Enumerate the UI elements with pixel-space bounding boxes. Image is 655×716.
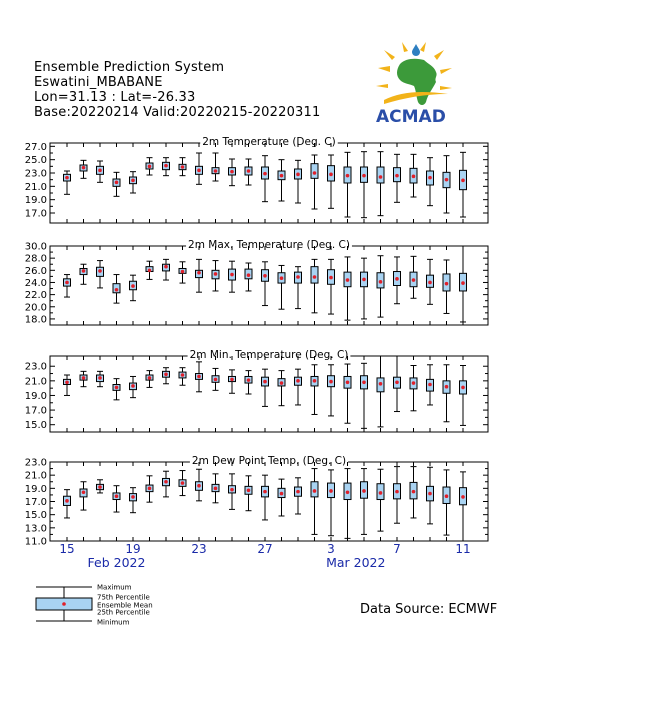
- mean-marker: [412, 490, 416, 494]
- mean-marker: [230, 273, 234, 277]
- mean-marker: [65, 176, 69, 180]
- box-3: [97, 261, 104, 288]
- box-13: [262, 475, 269, 520]
- mean-marker: [247, 378, 251, 382]
- mean-marker: [82, 166, 86, 170]
- mean-marker: [412, 381, 416, 385]
- box-4: [113, 275, 120, 304]
- y-tick-label: 21.0: [24, 470, 47, 482]
- box-17: [328, 155, 335, 208]
- mean-marker: [313, 379, 317, 383]
- x-tick-label: 23: [191, 542, 207, 556]
- mean-marker: [379, 491, 383, 495]
- box-22: [410, 154, 417, 197]
- y-tick-label: 15.0: [24, 420, 47, 432]
- y-tick-label: 19.0: [24, 483, 47, 495]
- box-16: [311, 155, 318, 209]
- mean-marker: [98, 376, 102, 380]
- legend-label-p25: 25th Percentile: [97, 608, 150, 617]
- y-tick-label: 26.0: [24, 265, 47, 277]
- box-10: [212, 261, 219, 291]
- mean-marker: [197, 271, 201, 275]
- box-10: [212, 368, 219, 390]
- mean-marker: [313, 171, 317, 175]
- mean-marker: [247, 489, 251, 493]
- box-1: [64, 171, 71, 194]
- box-14: [278, 479, 285, 516]
- x-axis-labels: [59, 542, 470, 570]
- mean-marker: [131, 284, 135, 288]
- mean-marker: [164, 372, 168, 376]
- mean-marker: [214, 378, 218, 382]
- box-23: [427, 158, 434, 206]
- mean-marker: [164, 265, 168, 269]
- header-station: Eswatini_MBABANE: [34, 75, 163, 90]
- box-25: [460, 246, 467, 322]
- mean-marker: [329, 380, 333, 384]
- x-tick-label: 7: [393, 542, 401, 556]
- mean-marker: [197, 484, 201, 488]
- box-13: [262, 262, 269, 306]
- mean-marker: [445, 494, 449, 498]
- mean-marker: [98, 269, 102, 273]
- box-15: [295, 160, 302, 203]
- mean-marker: [395, 277, 399, 281]
- mean-marker: [148, 487, 152, 491]
- box-23: [427, 365, 434, 405]
- mean-marker: [395, 381, 399, 385]
- header-dates: Base:20220214 Valid:20220215-20220311: [34, 105, 321, 120]
- mean-marker: [428, 492, 432, 496]
- box-3: [97, 161, 104, 182]
- mean-marker: [362, 489, 366, 493]
- mean-marker: [329, 276, 333, 280]
- box-5: [130, 488, 137, 513]
- y-tick-label: 17.0: [24, 208, 47, 220]
- y-tick-label: 18.0: [24, 314, 47, 326]
- y-tick-label: 13.0: [24, 523, 47, 535]
- mean-marker: [197, 169, 201, 173]
- box-25: [460, 366, 467, 426]
- box-23: [427, 467, 434, 524]
- box-15: [295, 369, 302, 405]
- mean-marker: [379, 382, 383, 386]
- y-tick-label: 27.0: [24, 141, 47, 153]
- mean-marker: [115, 494, 119, 498]
- box-9: [196, 259, 203, 292]
- mean-marker: [82, 269, 86, 273]
- mean-marker: [65, 499, 69, 503]
- mean-marker: [263, 380, 267, 384]
- box-12: [245, 476, 252, 511]
- chart-title: 2m Temperature (Deg. C): [202, 136, 336, 148]
- chart-title: 2m Dew Point Temp. (Deg. C): [191, 455, 347, 467]
- y-tick-label: 30.0: [24, 241, 47, 253]
- box-5: [130, 275, 137, 301]
- box-7: [163, 158, 170, 176]
- mean-marker: [313, 275, 317, 279]
- box-1: [64, 275, 71, 297]
- chart-panel-4: [25, 455, 488, 548]
- mean-marker: [148, 269, 152, 273]
- box-24: [443, 260, 450, 313]
- plot-frame: [50, 356, 488, 432]
- box-22: [410, 467, 417, 518]
- box-14: [278, 160, 285, 201]
- y-tick-label: 19.0: [24, 195, 47, 207]
- mean-marker: [379, 175, 383, 179]
- box-13: [262, 156, 269, 202]
- box-4: [113, 172, 120, 196]
- box-21: [394, 356, 401, 412]
- logo-text: ACMAD: [376, 107, 446, 126]
- month-label: Feb 2022: [87, 555, 146, 570]
- box-8: [179, 158, 186, 176]
- box-17: [328, 259, 335, 314]
- box-9: [196, 362, 203, 392]
- box-24: [443, 156, 450, 213]
- box-5: [130, 376, 137, 397]
- box-10: [212, 153, 219, 181]
- chart-panel-1: [25, 136, 488, 223]
- legend-label-mean: Ensemble Mean: [97, 601, 153, 610]
- mean-marker: [82, 490, 86, 494]
- y-tick-label: 21.0: [24, 376, 47, 388]
- box-1: [64, 375, 71, 395]
- box-19: [361, 363, 368, 428]
- legend-label-max: Maximum: [97, 583, 132, 592]
- box-12: [245, 263, 252, 291]
- box-7: [163, 368, 170, 384]
- mean-marker: [263, 274, 267, 278]
- box-19: [361, 469, 368, 535]
- mean-marker: [181, 270, 185, 274]
- box-12: [245, 371, 252, 394]
- mean-marker: [181, 481, 185, 485]
- mean-marker: [214, 487, 218, 491]
- iqr-box: [377, 167, 384, 183]
- mean-marker: [379, 280, 383, 284]
- box-16: [311, 259, 318, 312]
- box-13: [262, 369, 269, 406]
- box-6: [146, 158, 153, 175]
- box-7: [163, 259, 170, 280]
- mean-marker: [280, 174, 284, 178]
- mean-marker: [247, 273, 251, 277]
- box-8: [179, 368, 186, 386]
- mean-marker: [296, 379, 300, 383]
- mean-marker: [461, 386, 465, 390]
- data-source: Data Source: ECMWF: [360, 602, 498, 617]
- box-4: [113, 486, 120, 512]
- mean-marker: [329, 173, 333, 177]
- box-21: [394, 467, 401, 524]
- mean-marker: [131, 179, 135, 183]
- y-tick-label: 23.0: [24, 457, 47, 469]
- mean-marker: [346, 381, 350, 385]
- box-2: [80, 160, 87, 178]
- mean-marker: [280, 381, 284, 385]
- iqr-box: [311, 267, 318, 283]
- y-tick-label: 15.0: [24, 510, 47, 522]
- box-21: [394, 154, 401, 202]
- mean-marker: [115, 288, 119, 292]
- y-tick-label: 19.0: [24, 390, 47, 402]
- mean-marker: [412, 175, 416, 179]
- mean-marker: [346, 490, 350, 494]
- mean-marker: [98, 169, 102, 173]
- box-12: [245, 159, 252, 185]
- box-18: [344, 152, 351, 217]
- box-11: [229, 474, 236, 510]
- mean-marker: [148, 376, 152, 380]
- mean-marker: [65, 381, 69, 385]
- box-10: [212, 474, 219, 503]
- y-tick-label: 17.0: [24, 497, 47, 508]
- box-9: [196, 153, 203, 184]
- box-6: [146, 476, 153, 502]
- box-24: [443, 470, 450, 535]
- box-6: [146, 371, 153, 388]
- box-3: [97, 480, 104, 493]
- box-17: [328, 470, 335, 536]
- legend-mean-marker: [62, 602, 66, 606]
- x-tick-label: 15: [59, 542, 75, 556]
- box-19: [361, 152, 368, 218]
- mean-marker: [230, 378, 234, 382]
- box-9: [196, 469, 203, 501]
- x-tick-label: 11: [455, 542, 471, 556]
- mean-marker: [65, 281, 69, 285]
- mean-marker: [181, 373, 185, 377]
- mean-marker: [230, 170, 234, 174]
- mean-marker: [461, 495, 465, 499]
- box-17: [328, 365, 335, 416]
- y-tick-label: 21.0: [24, 181, 47, 193]
- mean-marker: [115, 386, 119, 390]
- y-tick-label: 23.0: [24, 168, 47, 180]
- box-16: [311, 469, 318, 535]
- box-16: [311, 365, 318, 415]
- box-25: [460, 152, 467, 217]
- box-15: [295, 478, 302, 514]
- x-tick-label: 19: [125, 542, 141, 556]
- y-tick-label: 17.0: [24, 405, 47, 417]
- mean-marker: [362, 278, 366, 282]
- mean-marker: [280, 276, 284, 280]
- chart-title: 2m Max. Temperature (Deg. C): [188, 239, 350, 251]
- box-18: [344, 257, 351, 320]
- mean-marker: [280, 492, 284, 496]
- mean-marker: [197, 375, 201, 379]
- plot-frame: [50, 462, 488, 541]
- mean-marker: [445, 178, 449, 182]
- mean-marker: [247, 169, 251, 173]
- box-25: [460, 472, 467, 541]
- box-2: [80, 482, 87, 510]
- box-20: [377, 356, 384, 427]
- mean-marker: [131, 384, 135, 388]
- mean-marker: [329, 489, 333, 493]
- mean-marker: [428, 383, 432, 387]
- box-6: [146, 261, 153, 279]
- box-2: [80, 264, 87, 284]
- box-18: [344, 364, 351, 423]
- mean-marker: [445, 385, 449, 389]
- month-label: Mar 2022: [326, 555, 386, 570]
- box-20: [377, 256, 384, 317]
- box-22: [410, 256, 417, 298]
- y-tick-label: 20.0: [24, 302, 47, 314]
- box-15: [295, 267, 302, 309]
- box-1: [64, 490, 71, 518]
- mean-marker: [412, 278, 416, 282]
- mean-marker: [362, 174, 366, 178]
- y-tick-label: 24.0: [24, 277, 47, 289]
- mean-marker: [346, 278, 350, 282]
- mean-marker: [461, 281, 465, 285]
- y-tick-label: 25.0: [24, 155, 47, 167]
- iqr-box: [311, 164, 318, 179]
- mean-marker: [164, 480, 168, 484]
- box-14: [278, 371, 285, 406]
- mean-marker: [296, 490, 300, 494]
- legend-label-p75: 75th Percentile: [97, 593, 150, 602]
- y-tick-label: 23.0: [24, 361, 47, 373]
- chart-panel-3: [25, 349, 488, 432]
- header-title: Ensemble Prediction System: [34, 60, 225, 75]
- mean-marker: [181, 165, 185, 169]
- box-4: [113, 379, 120, 400]
- mean-marker: [296, 275, 300, 279]
- box-8: [179, 471, 186, 496]
- mean-marker: [263, 172, 267, 176]
- box-20: [377, 152, 384, 216]
- x-tick-label: 3: [327, 542, 335, 556]
- box-19: [361, 258, 368, 319]
- mean-marker: [346, 174, 350, 178]
- mean-marker: [214, 169, 218, 173]
- legend: [36, 584, 153, 627]
- x-tick-label: 27: [257, 542, 273, 556]
- mean-marker: [214, 272, 218, 276]
- mean-marker: [313, 489, 317, 493]
- mean-marker: [395, 174, 399, 178]
- box-21: [394, 257, 401, 304]
- mean-marker: [395, 490, 399, 494]
- box-14: [278, 265, 285, 309]
- mean-marker: [164, 164, 168, 168]
- y-tick-label: 11.0: [24, 536, 47, 548]
- chart-title: 2m Min. Temperature (Deg. C): [189, 349, 349, 361]
- mean-marker: [230, 488, 234, 492]
- box-8: [179, 262, 186, 283]
- mean-marker: [362, 381, 366, 385]
- y-tick-label: 28.0: [24, 253, 47, 265]
- box-7: [163, 471, 170, 497]
- chart-panel-2: [25, 239, 488, 325]
- box-11: [229, 159, 236, 186]
- box-2: [80, 371, 87, 386]
- mean-marker: [82, 376, 86, 380]
- mean-marker: [263, 490, 267, 494]
- mean-marker: [445, 282, 449, 286]
- box-20: [377, 469, 384, 531]
- header-coordinates: Lon=31.13 : Lat=-26.33: [34, 90, 196, 105]
- box-18: [344, 469, 351, 539]
- box-3: [97, 371, 104, 386]
- box-11: [229, 370, 236, 393]
- mean-marker: [428, 281, 432, 285]
- mean-marker: [98, 485, 102, 489]
- box-11: [229, 261, 236, 292]
- mean-marker: [148, 165, 152, 169]
- mean-marker: [115, 181, 119, 185]
- mean-marker: [428, 176, 432, 180]
- mean-marker: [131, 495, 135, 499]
- y-tick-label: 22.0: [24, 290, 47, 302]
- box-23: [427, 259, 434, 304]
- mean-marker: [461, 179, 465, 183]
- box-22: [410, 366, 417, 411]
- box-24: [443, 365, 450, 422]
- box-5: [130, 172, 137, 193]
- legend-label-min: Minimum: [97, 618, 130, 627]
- mean-marker: [296, 173, 300, 177]
